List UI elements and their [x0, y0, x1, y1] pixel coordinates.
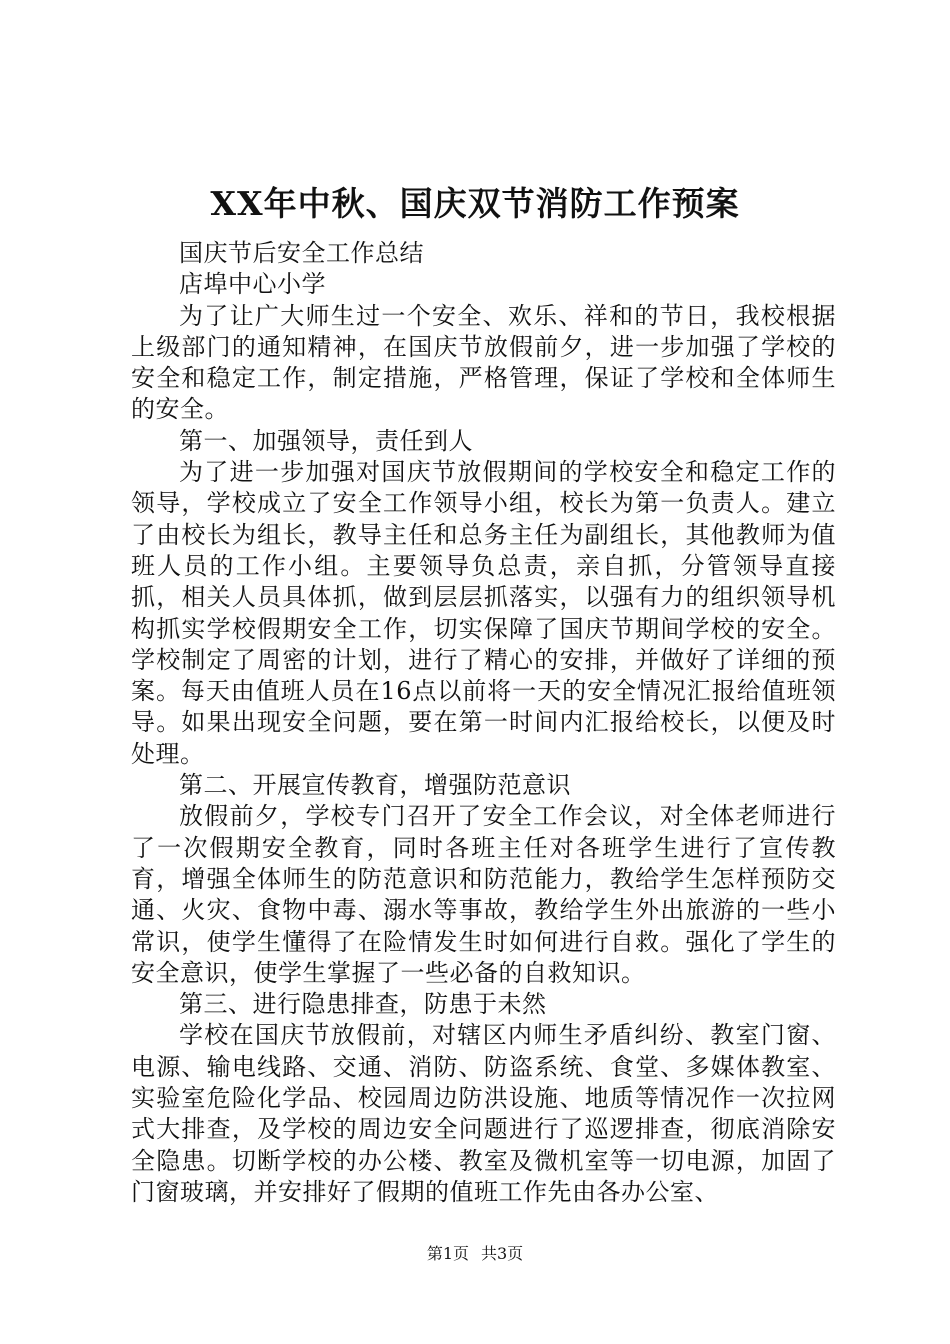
subtitle-paragraph: 国庆节后安全工作总结: [179, 239, 424, 267]
section-body-2: 放假前夕，学校专门召开了安全工作会议，对全体老师进行了一次假期安全教育，同时各班主任对各班学生进行了宣传教育，增强全体师生的防范意识和防范能力，教给学生怎样预防交通、火灾、食物中毒、溺水等事故，教给学生外出旅游的一些小常识，使学生懂得了在险情发生时如何进行自救。强化了学生的安全意识，使学生掌握了一些必备的自救知识。: [131, 802, 836, 987]
section-body-1: 为了进一步加强对国庆节放假期间的学校安全和稳定工作的领导，学校成立了安全工作领导小组，校长为第一负责人。建立了由校长为组长，教导主任和总务主任为副组长，其他教师为值班人员的工作小组。主要领导负总责，亲自抓，分管领导直接抓，相关人员具体抓，做到层层抓落实，以强有力的组织领导机构抓实学校假期安全工作，切实保障了国庆节期间学校的安全。学校制定了周密的计划，进行了精心的安排，并做好了详细的预案。每天由值班人员在16点以前将一天的安全情况汇报给值班领导。如果出现安全问题，要在第一时间内汇报给校长，以便及时处理。: [131, 458, 836, 768]
document-body: [131, 238, 836, 1208]
page-total: 共3页: [481, 1244, 524, 1263]
section-heading-1: 第一、加强领导，责任到人: [179, 426, 473, 455]
page-footer: [0, 1242, 950, 1266]
page-number: 第1页: [426, 1244, 469, 1263]
document-title: XX年中秋、国庆双节消防工作预案: [210, 184, 740, 223]
section-heading-3: 第三、进行隐患排查，防患于未然: [179, 990, 547, 1019]
section-body-3: 学校在国庆节放假前，对辖区内师生矛盾纠纷、教室门窗、电源、输电线路、交通、消防、防盗系统、食堂、多媒体教室、实验室危险化学品、校园周边防洪设施、地质等情况作一次拉网式大排查，及学校的周边安全问题进行了巡逻排查，彻底消除安全隐患。切断学校的办公楼、教室及微机室等一切电源，加固了门窗玻璃，并安排好了假期的值班工作先由各办公室、: [131, 1021, 836, 1206]
section-heading-2: 第二、开展宣传教育，增强防范意识: [179, 771, 571, 800]
intro-paragraph: 为了让广大师生过一个安全、欢乐、祥和的节日，我校根据上级部门的通知精神，在国庆节放假前夕，进一步加强了学校的安全和稳定工作，制定措施，严格管理，保证了学校和全体师生的安全。: [131, 301, 836, 424]
school-name-paragraph: 店埠中心小学: [179, 270, 326, 299]
